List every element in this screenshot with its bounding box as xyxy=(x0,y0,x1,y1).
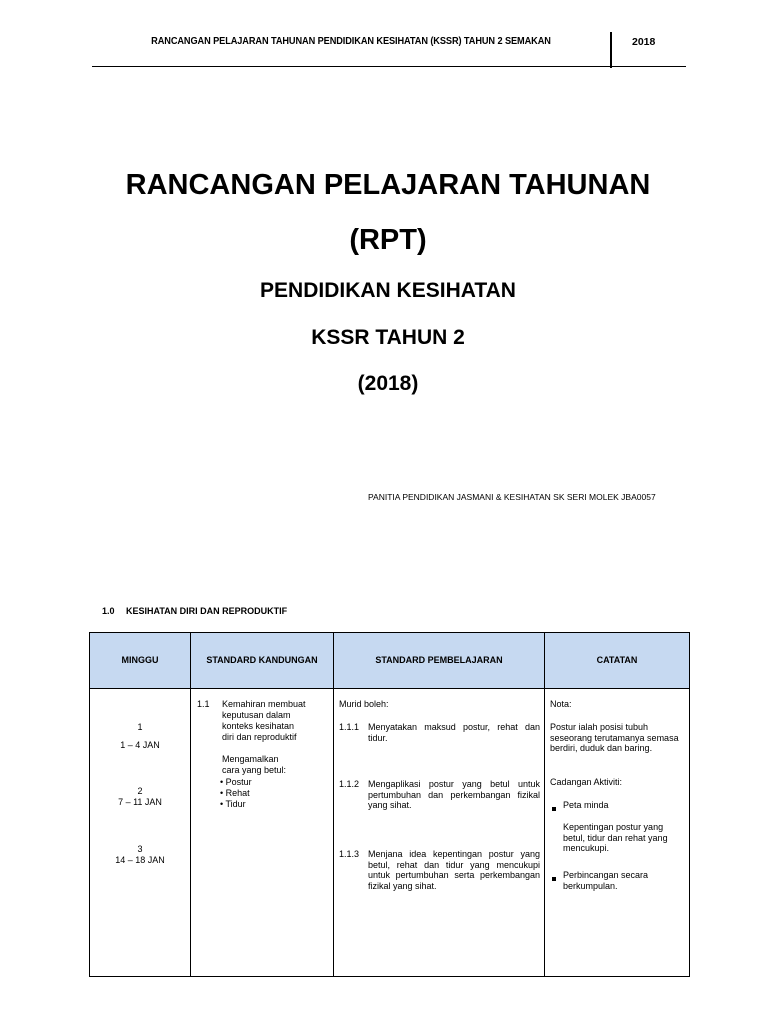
kandungan-line: konteks kesihatan xyxy=(222,721,295,731)
pembelajaran-number: 1.1.3 xyxy=(339,849,360,859)
page-header xyxy=(92,28,686,67)
list-item: • Postur xyxy=(220,777,252,787)
kandungan-amal: cara yang betul: xyxy=(222,765,287,775)
header-catatan: CATATAN xyxy=(596,655,638,665)
list-item: • Tidur xyxy=(220,799,246,809)
aktiviti-item: Perbincangan secara berkumpulan. xyxy=(563,870,649,891)
kandungan-amal: Mengamalkan xyxy=(222,754,279,764)
kandungan-number: 1.1 xyxy=(197,699,210,709)
rpt-table xyxy=(89,632,690,977)
nota-label: Nota: xyxy=(550,699,572,709)
week-dates: 7 – 11 JAN xyxy=(118,797,162,807)
kandungan-line: diri dan reproduktif xyxy=(222,732,297,742)
pembelajaran-text: Menyatakan maksud postur, rehat dan tidur. xyxy=(368,722,540,743)
header-separator xyxy=(610,32,612,68)
week-dates: 1 – 4 JAN xyxy=(120,740,160,750)
week-number: 3 xyxy=(137,844,143,854)
cover-year: (2018) xyxy=(357,372,419,395)
pembelajaran-number: 1.1.1 xyxy=(339,722,360,732)
bullet-square-icon xyxy=(552,803,556,813)
section-number: 1.0 xyxy=(102,606,115,616)
pembelajaran-number: 1.1.2 xyxy=(339,779,360,789)
pembelajaran-text: Mengaplikasi postur yang betul untuk pertumbuhan dan perkembangan fizikal yang sihat. xyxy=(368,779,540,810)
header-title: RANCANGAN PELAJARAN TAHUNAN PENDIDIKAN KESIHATAN (KSSR) TAHUN 2 SEMAKAN xyxy=(151,36,551,47)
aktiviti-label: Cadangan Aktiviti: xyxy=(550,777,623,787)
column-divider xyxy=(544,633,545,976)
header-standard-pembelajaran: STANDARD PEMBELAJARAN xyxy=(375,655,503,665)
section-title: KESIHATAN DIRI DAN REPRODUKTIF xyxy=(126,606,288,616)
cover-subject: PENDIDIKAN KESIHATAN xyxy=(260,279,516,302)
week-number: 2 xyxy=(137,786,143,796)
nota-text: Postur ialah posisi tubuh seseorang terutamanya semasa berdiri, duduk dan baring. xyxy=(550,722,679,753)
cover-title-line2: (RPT) xyxy=(349,224,427,256)
bullet-square-icon xyxy=(552,873,556,883)
kandungan-line: Kemahiran membuat xyxy=(222,699,306,709)
header-year: 2018 xyxy=(632,36,656,48)
week-number: 1 xyxy=(137,722,143,732)
aktiviti-item: Peta minda xyxy=(563,800,609,810)
cover-title-line1: RANCANGAN PELAJARAN TAHUNAN xyxy=(125,169,651,201)
panitia-label: PANITIA PENDIDIKAN JASMANI & KESIHATAN SK SERI MOLEK JBA0057 xyxy=(368,492,656,502)
column-divider xyxy=(333,633,334,976)
pembelajaran-intro: Murid boleh: xyxy=(339,699,389,709)
pembelajaran-text: Menjana idea kepentingan postur yang betul, rehat dan tidur yang mencukupi untuk pertumbuhan serta perkembangan fizikal yang sihat. xyxy=(368,849,540,891)
cover-level: KSSR TAHUN 2 xyxy=(311,326,465,349)
week-dates: 14 – 18 JAN xyxy=(115,855,165,865)
kandungan-line: keputusan dalam xyxy=(222,710,291,720)
column-divider xyxy=(190,633,191,976)
header-standard-kandungan: STANDARD KANDUNGAN xyxy=(206,655,318,665)
header-minggu: MINGGU xyxy=(121,655,159,665)
section-heading xyxy=(102,606,287,616)
list-item: • Rehat xyxy=(220,788,250,798)
aktiviti-desc: Kepentingan postur yang betul, tidur dan rehat yang mencukupi. xyxy=(563,822,668,853)
